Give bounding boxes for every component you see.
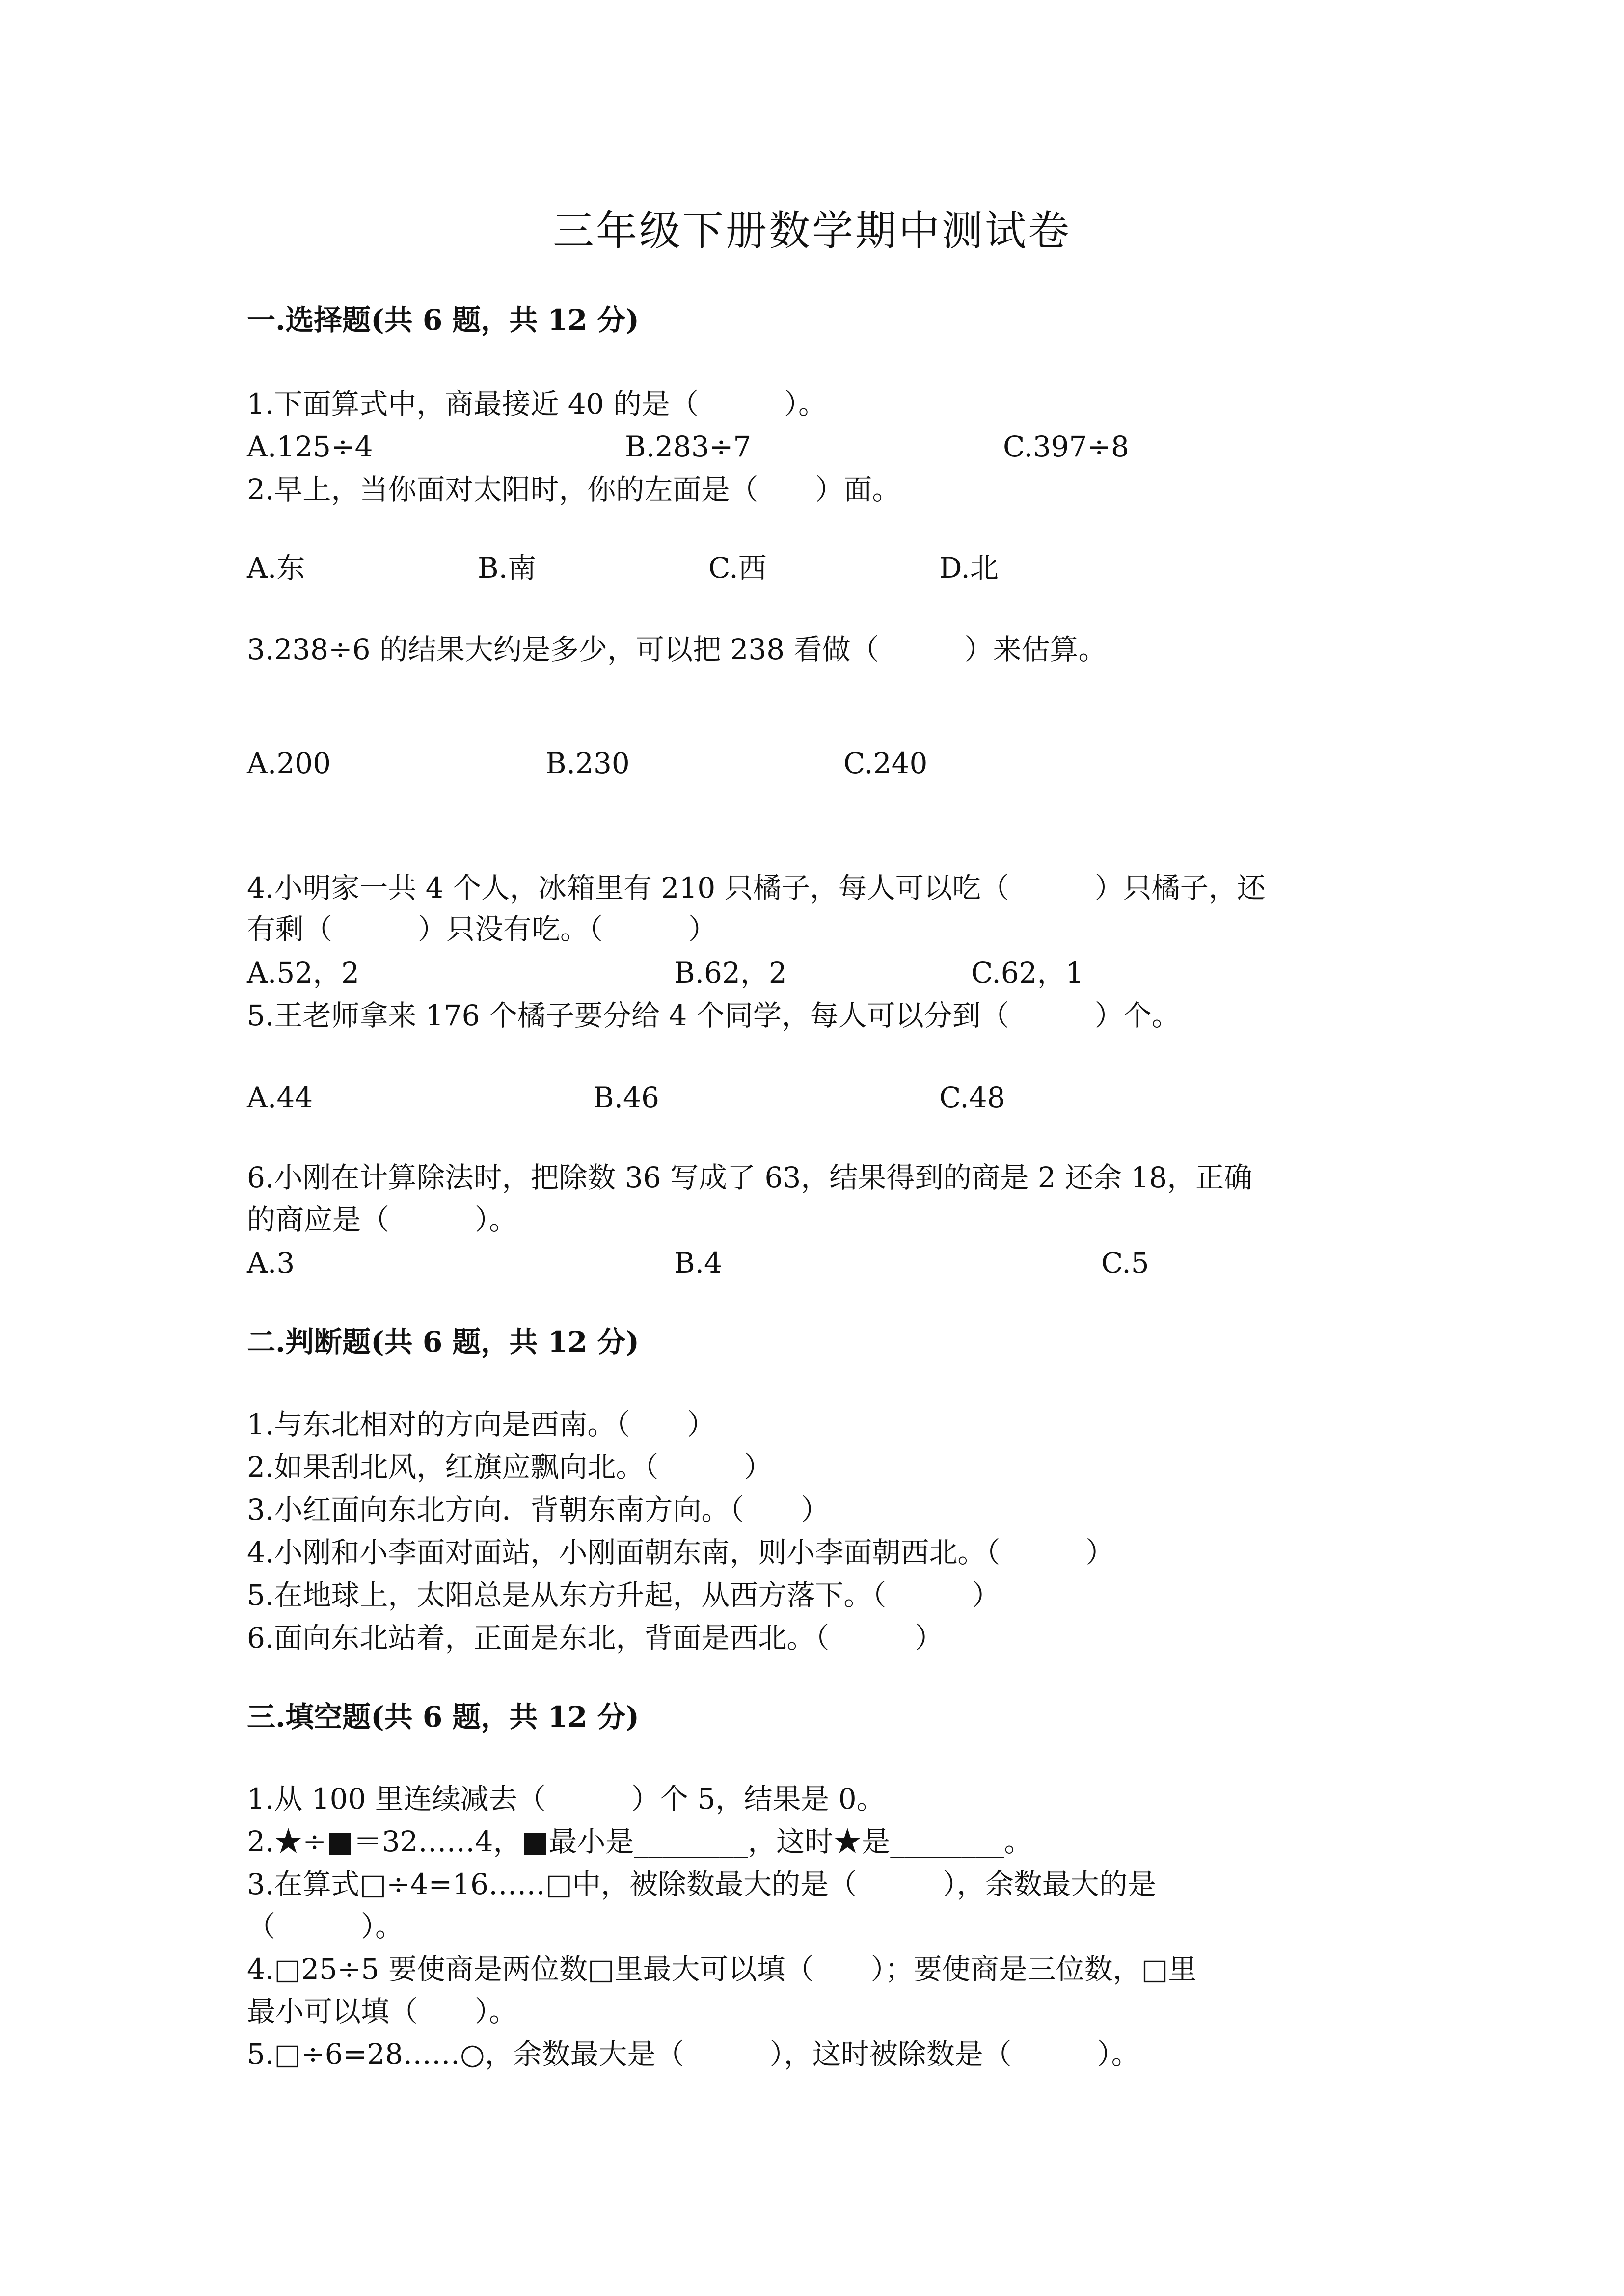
choice-q1-option-c: C.397÷8	[1003, 430, 1129, 463]
choice-q4-option-a: A.52，2	[247, 956, 360, 989]
choice-q4-line1: 4.小明家一共 4 个人，冰箱里有 210 只橘子，每人可以吃（ ）只橘子，还	[247, 871, 1266, 905]
choice-q3-option-b: B.230	[545, 747, 630, 780]
fill-blank-item-1: 1.从 100 里连续减去（ ）个 5，结果是 0。	[247, 1782, 885, 1815]
choice-q3-option-c: C.240	[843, 747, 928, 780]
choice-q5-text: 5.王老师拿来 176 个橘子要分给 4 个同学，每人可以分到（ ）个。	[247, 999, 1180, 1032]
fill-blank-item-2: 2.★÷■＝32……4，■最小是________，这时★是________。	[247, 1825, 1033, 1858]
choice-q5-option-c: C.48	[939, 1081, 1005, 1114]
fill-blank-item-4-line2: 最小可以填（ ）。	[247, 1995, 518, 2028]
judgement-item-4: 4.小刚和小李面对面站，小刚面朝东南，则小李面朝西北。（ ）	[247, 1536, 1114, 1569]
choice-q5-option-a: A.44	[247, 1081, 313, 1114]
choice-q1-option-a: A.125÷4	[247, 430, 373, 463]
section-heading-fill-blank: 三.填空题(共 6 题，共 12 分)	[247, 1700, 639, 1734]
choice-q6-option-b: B.4	[674, 1246, 722, 1280]
fill-blank-item-4-line1: 4.□25÷5 要使商是两位数□里最大可以填（ ）；要使商是三位数，□里	[247, 1952, 1197, 1986]
choice-q3-option-a: A.200	[247, 747, 331, 780]
choice-q1-text: 1.下面算式中，商最接近 40 的是（ ）。	[247, 387, 827, 421]
choice-q5-option-b: B.46	[593, 1081, 659, 1114]
page-title: 三年级下册数学期中测试卷	[552, 207, 1071, 255]
choice-q6-line2: 的商应是（ ）。	[247, 1203, 518, 1236]
judgement-item-5: 5.在地球上，太阳总是从东方升起，从西方落下。（ ）	[247, 1578, 1001, 1612]
fill-blank-item-5: 5.□÷6=28……○，余数最大是（ ），这时被除数是（ ）。	[247, 2037, 1140, 2071]
choice-q1-option-b: B.283÷7	[625, 430, 752, 463]
choice-q4-line2: 有剩（ ）只没有吃。（ ）	[247, 912, 717, 946]
judgement-item-6: 6.面向东北站着，正面是东北，背面是西北。（ ）	[247, 1621, 944, 1655]
fill-blank-item-3-line2: （ ）。	[247, 1910, 404, 1943]
judgement-item-2: 2.如果刮北风，红旗应飘向北。（ ）	[247, 1450, 773, 1484]
choice-q2-text: 2.早上，当你面对太阳时，你的左面是（ ）面。	[247, 473, 901, 506]
choice-q6-line1: 6.小刚在计算除法时，把除数 36 写成了 63，结果得到的商是 2 还余 18，正确	[247, 1161, 1253, 1194]
choice-q6-option-a: A.3	[247, 1246, 295, 1280]
choice-q4-option-c: C.62，1	[971, 956, 1084, 989]
judgement-item-1: 1.与东北相对的方向是西南。（ ）	[247, 1408, 716, 1441]
choice-q3-text: 3.238÷6 的结果大约是多少，可以把 238 看做（ ）来估算。	[247, 633, 1107, 666]
choice-q6-option-c: C.5	[1101, 1246, 1149, 1280]
choice-q2-option-b: B.南	[478, 551, 537, 585]
section-heading-choice: 一.选择题(共 6 题，共 12 分)	[247, 303, 639, 337]
choice-q2-option-c: C.西	[708, 551, 767, 585]
section-heading-judgement: 二.判断题(共 6 题，共 12 分)	[247, 1325, 639, 1359]
choice-q4-option-b: B.62，2	[674, 956, 787, 989]
fill-blank-item-3-line1: 3.在算式□÷4=16……□中，被除数最大的是（ ），余数最大的是	[247, 1868, 1156, 1901]
judgement-item-3: 3.小红面向东北方向．背朝东南方向。（ ）	[247, 1493, 830, 1526]
choice-q2-option-d: D.北	[939, 551, 999, 585]
choice-q2-option-a: A.东	[247, 551, 305, 585]
